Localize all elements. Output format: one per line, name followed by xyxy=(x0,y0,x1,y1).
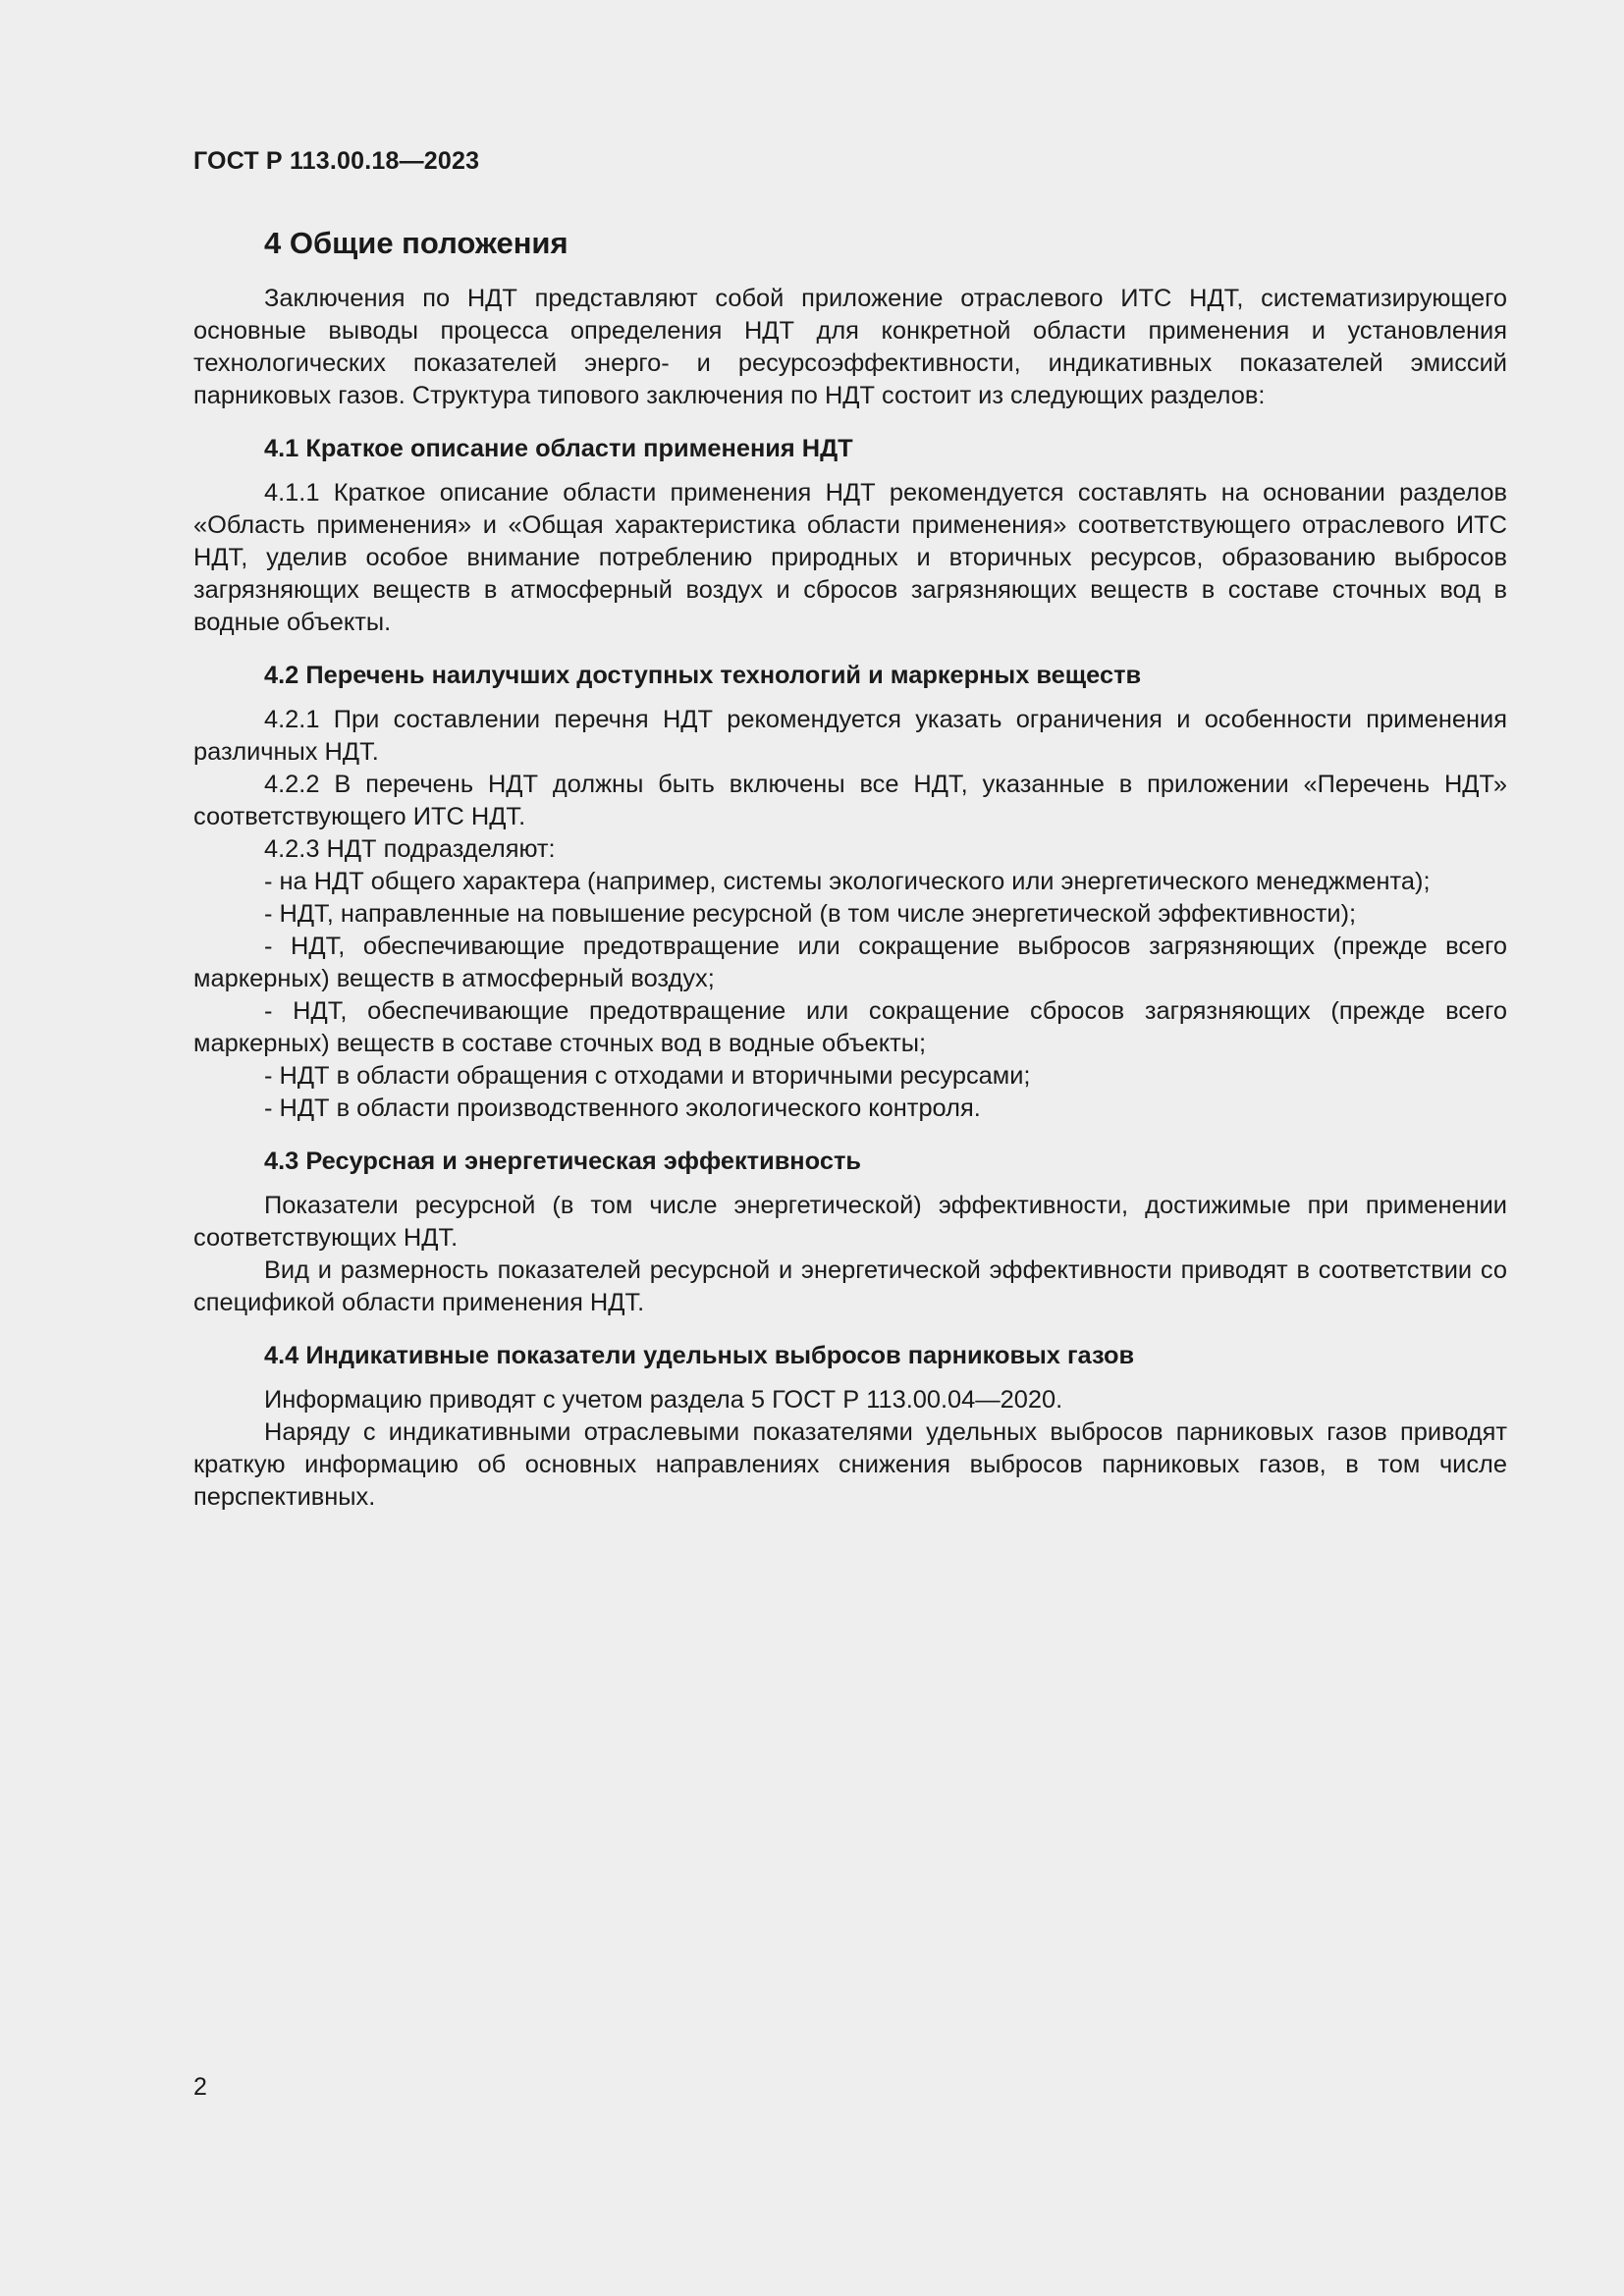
paragraph-4-3-a: Показатели ресурсной (в том числе энергетической) эффективности, достижимые при применении соответствующих НДТ. xyxy=(193,1192,1507,1252)
paragraph-4-2-3: 4.2.3 НДТ подразделяют: xyxy=(264,835,556,863)
paragraph-4-4-a: Информацию приводят с учетом раздела 5 ГОСТ Р 113.00.04—2020. xyxy=(264,1386,1063,1414)
paragraph-4-2-2: 4.2.2 В перечень НДТ должны быть включены все НДТ, указанные в приложении «Перечень НДТ» соответствующего ИТС НДТ. xyxy=(193,771,1507,830)
section-4-1-title: 4.1 Краткое описание области применения НДТ xyxy=(264,435,853,462)
paragraph-4-2-1: 4.2.1 При составлении перечня НДТ рекомендуется указать ограничения и особенности применения различных НДТ. xyxy=(193,706,1507,766)
section-4-3-title: 4.3 Ресурсная и энергетическая эффективность xyxy=(264,1148,861,1175)
list-item: - НДТ, обеспечивающие предотвращение или сокращение сбросов загрязняющих (прежде всего маркерных) веществ в составе сточных вод в водные объекты; xyxy=(193,997,1507,1057)
list-item: - на НДТ общего характера (например, системы экологического или энергетического менеджмента); xyxy=(264,868,1431,895)
list-item: - НДТ в области обращения с отходами и вторичными ресурсами; xyxy=(264,1062,1031,1090)
list-item: - НДТ, направленные на повышение ресурсной (в том числе энергетической эффективности); xyxy=(264,900,1357,928)
section-4-4-title: 4.4 Индикативные показатели удельных выбросов парниковых газов xyxy=(264,1342,1135,1369)
page-number: 2 xyxy=(193,2073,207,2101)
section-4-title: 4 Общие положения xyxy=(264,226,568,260)
list-item: - НДТ, обеспечивающие предотвращение или сокращение выбросов загрязняющих (прежде всего маркерных) веществ в атмосферный воздух; xyxy=(193,933,1507,992)
list-item: - НДТ в области производственного экологического контроля. xyxy=(264,1095,981,1122)
section-4-intro: Заключения по НДТ представляют собой приложение отраслевого ИТС НДТ, систематизирующего основные выводы процесса определения НДТ для конкретной области применения и установления технологических показателей энерго- и ресурсоэффективности, индикативных показателей эмиссий парниковых газов. Структура типового заключения по НДТ состоит из следующих разделов: xyxy=(193,285,1507,409)
paragraph-4-3-b: Вид и размерность показателей ресурсной и энергетической эффективности приводят в соответствии со спецификой области применения НДТ. xyxy=(193,1256,1507,1316)
document-body xyxy=(193,222,1507,1514)
document-header: ГОСТ Р 113.00.18—2023 xyxy=(193,147,480,175)
paragraph-4-4-b: Наряду с индикативными отраслевыми показателями удельных выбросов парниковых газов приводят краткую информацию об основных направлениях снижения выбросов парниковых газов, в том числе перспективных. xyxy=(193,1418,1507,1511)
section-4-2-title: 4.2 Перечень наилучших доступных технологий и маркерных веществ xyxy=(264,662,1142,689)
paragraph-4-1-1: 4.1.1 Краткое описание области применения НДТ рекомендуется составлять на основании разделов «Область применения» и «Общая характеристика области применения» соответствующего отраслевого ИТС НДТ, уделив особое внимание потреблению природных и вторичных ресурсов, образованию выбросов загрязняющих веществ в атмосферный воздух и сбросов загрязняющих веществ в составе сточных вод в водные объекты. xyxy=(193,479,1507,636)
